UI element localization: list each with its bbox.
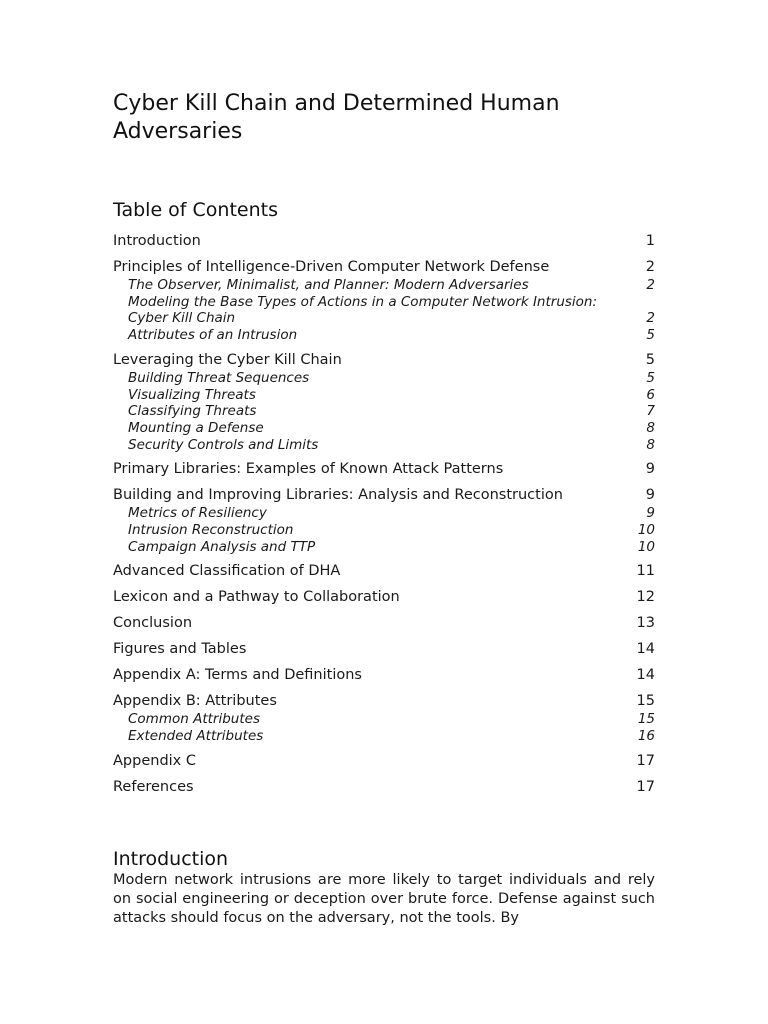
toc-subentry-label: Classifying Threats (128, 403, 257, 420)
toc-subentry-label: Campaign Analysis and TTP (128, 538, 316, 555)
toc-subentry[interactable] (113, 327, 655, 344)
toc-entry[interactable] (113, 562, 655, 581)
toc-subentry[interactable] (113, 522, 655, 539)
toc-subentry-label: Common Attributes (128, 711, 260, 728)
toc-group (113, 232, 655, 251)
toc-subentry-label: Security Controls and Limits (128, 436, 319, 453)
toc-subentry-label: Intrusion Reconstruction (128, 522, 294, 539)
toc-group (113, 778, 655, 797)
toc-subentry[interactable] (113, 539, 655, 556)
introduction-heading: Introduction (113, 847, 229, 870)
toc-page-number: 17 (636, 778, 655, 795)
toc-heading: Table of Contents (113, 199, 278, 221)
toc-entry[interactable] (113, 614, 655, 633)
toc-subentry[interactable] (113, 387, 655, 404)
toc-entry[interactable] (113, 486, 655, 505)
toc-entry-label: References (113, 778, 194, 795)
toc-subentry-page-number: 5 (646, 327, 655, 344)
toc-group (113, 486, 655, 555)
toc-subentry-page-number: 7 (646, 403, 655, 420)
toc-page-number: 5 (645, 351, 655, 368)
toc-group (113, 614, 655, 633)
toc-subentry-page-number: 6 (646, 386, 655, 403)
toc-subentry-label: Extended Attributes (128, 728, 264, 745)
toc-group (113, 562, 655, 581)
toc-group (113, 752, 655, 771)
toc-entry-label: Conclusion (113, 615, 193, 632)
toc-subentry-page-number: 16 (637, 728, 655, 745)
toc-page-number: 9 (645, 487, 655, 504)
toc-subentry-label: The Observer, Minimalist, and Planner: Modern Adversaries (128, 277, 529, 293)
toc-entry[interactable] (113, 460, 655, 479)
toc-subentry[interactable] (113, 294, 655, 327)
toc-subentry[interactable] (113, 711, 655, 728)
toc-entry[interactable] (113, 692, 655, 711)
toc-subentry[interactable] (113, 277, 655, 294)
toc-group (113, 351, 655, 454)
toc-subentry-label: Metrics of Resiliency (128, 505, 267, 522)
toc-group (113, 692, 655, 744)
toc-entry-label: Advanced Classification of DHA (113, 563, 341, 580)
toc-entry-label: Introduction (113, 233, 201, 249)
introduction-paragraph: Modern network intrusions are more likely to target individuals and rely on social engineering or deception over brute force. Defense against such attacks should focus on the adversary, not the tools. By (113, 871, 655, 926)
toc-page-number: 13 (636, 615, 655, 632)
toc-entry[interactable] (113, 752, 655, 771)
toc-page-number: 14 (636, 641, 655, 658)
toc-entry[interactable] (113, 351, 655, 370)
toc-subentry-label: Attributes of an Intrusion (128, 327, 298, 344)
toc-subentry[interactable] (113, 420, 655, 437)
toc-page-number: 14 (636, 667, 655, 684)
toc-subentry-page-number: 10 (637, 538, 655, 555)
toc-page-number: 15 (636, 693, 655, 710)
toc-subentry-label: Mounting a Defense (128, 419, 264, 436)
document-page (113, 90, 655, 928)
toc-entry[interactable] (113, 778, 655, 797)
toc-subentry-label: Modeling the Base Types of Actions in a Computer Network Intrusion: Cyber Kill Chain (128, 293, 598, 327)
toc-subentry[interactable] (113, 403, 655, 420)
toc-subentry[interactable] (113, 505, 655, 522)
toc-entry[interactable] (113, 588, 655, 607)
toc-entry[interactable] (113, 640, 655, 659)
document-title: Cyber Kill Chain and Determined Human Adversaries (113, 91, 560, 144)
toc-entry-label: Figures and Tables (113, 641, 247, 658)
toc-subentry-label: Building Threat Sequences (128, 369, 310, 386)
toc-entry-label: Building and Improving Libraries: Analysis and Reconstruction (113, 487, 563, 504)
toc-entry[interactable] (113, 666, 655, 685)
toc-page-number: 9 (645, 461, 655, 478)
toc-entry-label: Lexicon and a Pathway to Collaboration (113, 589, 400, 606)
toc-entry-label: Principles of Intelligence-Driven Computer Network Defense (113, 259, 550, 275)
toc-entry[interactable] (113, 258, 655, 277)
toc-subentry-page-number: 2 (646, 310, 655, 327)
toc-entry-label: Appendix B: Attributes (113, 693, 277, 710)
toc-subentry[interactable] (113, 437, 655, 454)
toc-subentry[interactable] (113, 370, 655, 387)
toc-page-number: 1 (645, 233, 655, 249)
toc-page-number: 11 (636, 563, 655, 580)
toc-group (113, 588, 655, 607)
toc-subentry-page-number: 2 (646, 277, 655, 293)
toc-subentry-page-number: 8 (646, 436, 655, 453)
toc-subentry-label: Visualizing Threats (128, 386, 256, 403)
toc-page-number: 12 (636, 589, 655, 606)
toc-entry[interactable] (113, 232, 655, 251)
toc-entry-label: Primary Libraries: Examples of Known Attack Patterns (113, 461, 504, 478)
toc-group (113, 460, 655, 479)
toc-subentry-page-number: 15 (637, 711, 655, 728)
toc-group (113, 258, 655, 344)
toc-subentry-page-number: 8 (646, 419, 655, 436)
toc-entry-label: Appendix C (113, 752, 196, 769)
toc-entry-label: Appendix A: Terms and Definitions (113, 667, 362, 684)
toc-subentry-page-number: 9 (646, 505, 655, 522)
toc-entry-label: Leveraging the Cyber Kill Chain (113, 351, 342, 368)
toc-subentry[interactable] (113, 728, 655, 745)
toc-page-number: 2 (645, 259, 655, 275)
toc-group (113, 640, 655, 659)
toc-group (113, 666, 655, 685)
toc-subentry-page-number: 10 (637, 522, 655, 539)
toc-subentry-page-number: 5 (646, 369, 655, 386)
toc-page-number: 17 (636, 752, 655, 769)
table-of-contents (113, 232, 655, 797)
